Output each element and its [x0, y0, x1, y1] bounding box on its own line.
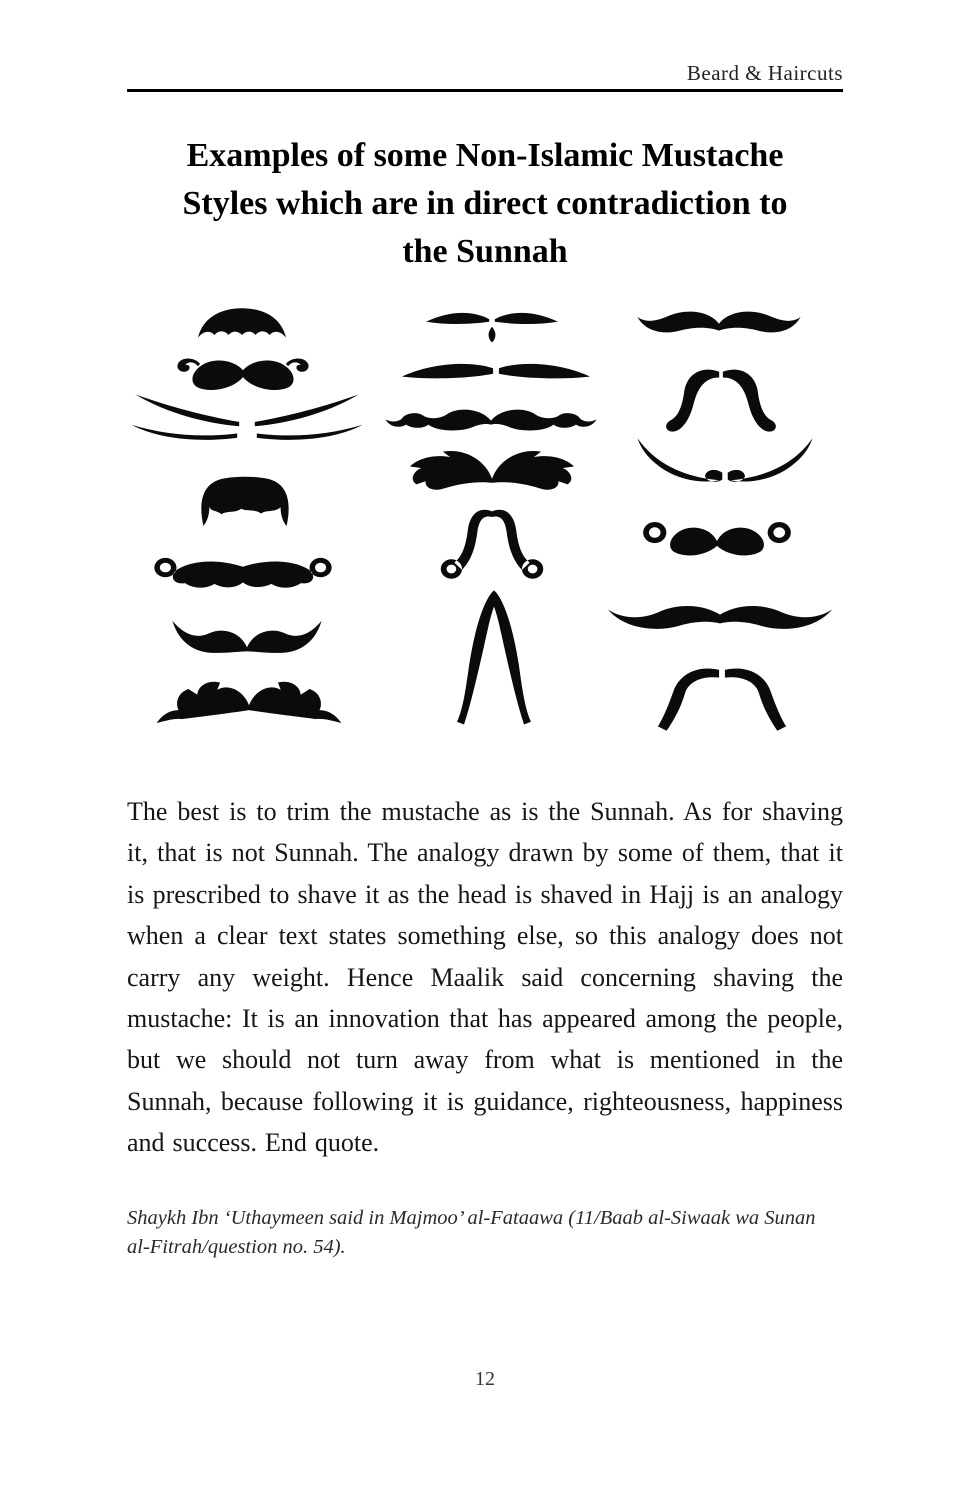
page-content [127, 0, 843, 1262]
mustache-spiral-end [148, 549, 338, 595]
mustache-wings-thin [399, 357, 593, 385]
mustache-pencil-soulpatch [422, 305, 562, 345]
mustache-thin-crescents [130, 393, 365, 445]
mustache-wide-swoop [605, 600, 835, 638]
title-line-2: Styles which are in direct contradiction to [182, 185, 788, 222]
mustache-squiggle [379, 401, 603, 439]
mustache-fancy-wavy [154, 676, 344, 728]
mustache-round-horseshoe [654, 663, 790, 735]
page-title [127, 132, 843, 276]
mustache-droop-lobes [661, 365, 781, 435]
page-number: 12 [475, 1368, 495, 1390]
mustache-imperial-curl [434, 504, 550, 582]
mustache-fu-manchu [444, 585, 544, 729]
mustache-classic-swoop [634, 304, 804, 342]
mustache-painter-brush [192, 473, 298, 529]
mustache-thin-elegant [634, 435, 816, 487]
title-line-1: Examples of some Non-Islamic Mustache [186, 137, 784, 174]
title-line-3: the Sunnah [402, 233, 568, 270]
citation-text: Shaykh Ibn ‘Uthaymeen said in Majmoo’ al-Fataawa (11/Baab al-Siwaak wa Sunan al-Fitrah/question no. 54). [127, 1206, 816, 1258]
header-rule [127, 89, 843, 92]
body-paragraph: The best is to trim the mustache as is the Sunnah. As for shaving it, that is not Sunnah. The analogy drawn by some of them, that it is prescribed to shave it as the head is shaved in Hajj is an analogy when a clear text states something else, so this analogy does not carry any weight. Hence Maalik said concerning shaving the mustache: It is an innovation that has appeared among the people, but we should not turn away from what is mentioned in the Sunnah, because following it is guidance, righteousness, happiness and success. End quote. [127, 797, 843, 1158]
mustache-feather [401, 440, 583, 496]
mustache-upturn-handlebar [165, 616, 329, 660]
mustache-figure [127, 299, 843, 749]
mustache-curl-chunky [634, 513, 800, 563]
running-header: Beard & Haircuts [686, 61, 843, 85]
mustache-brush [192, 304, 292, 346]
